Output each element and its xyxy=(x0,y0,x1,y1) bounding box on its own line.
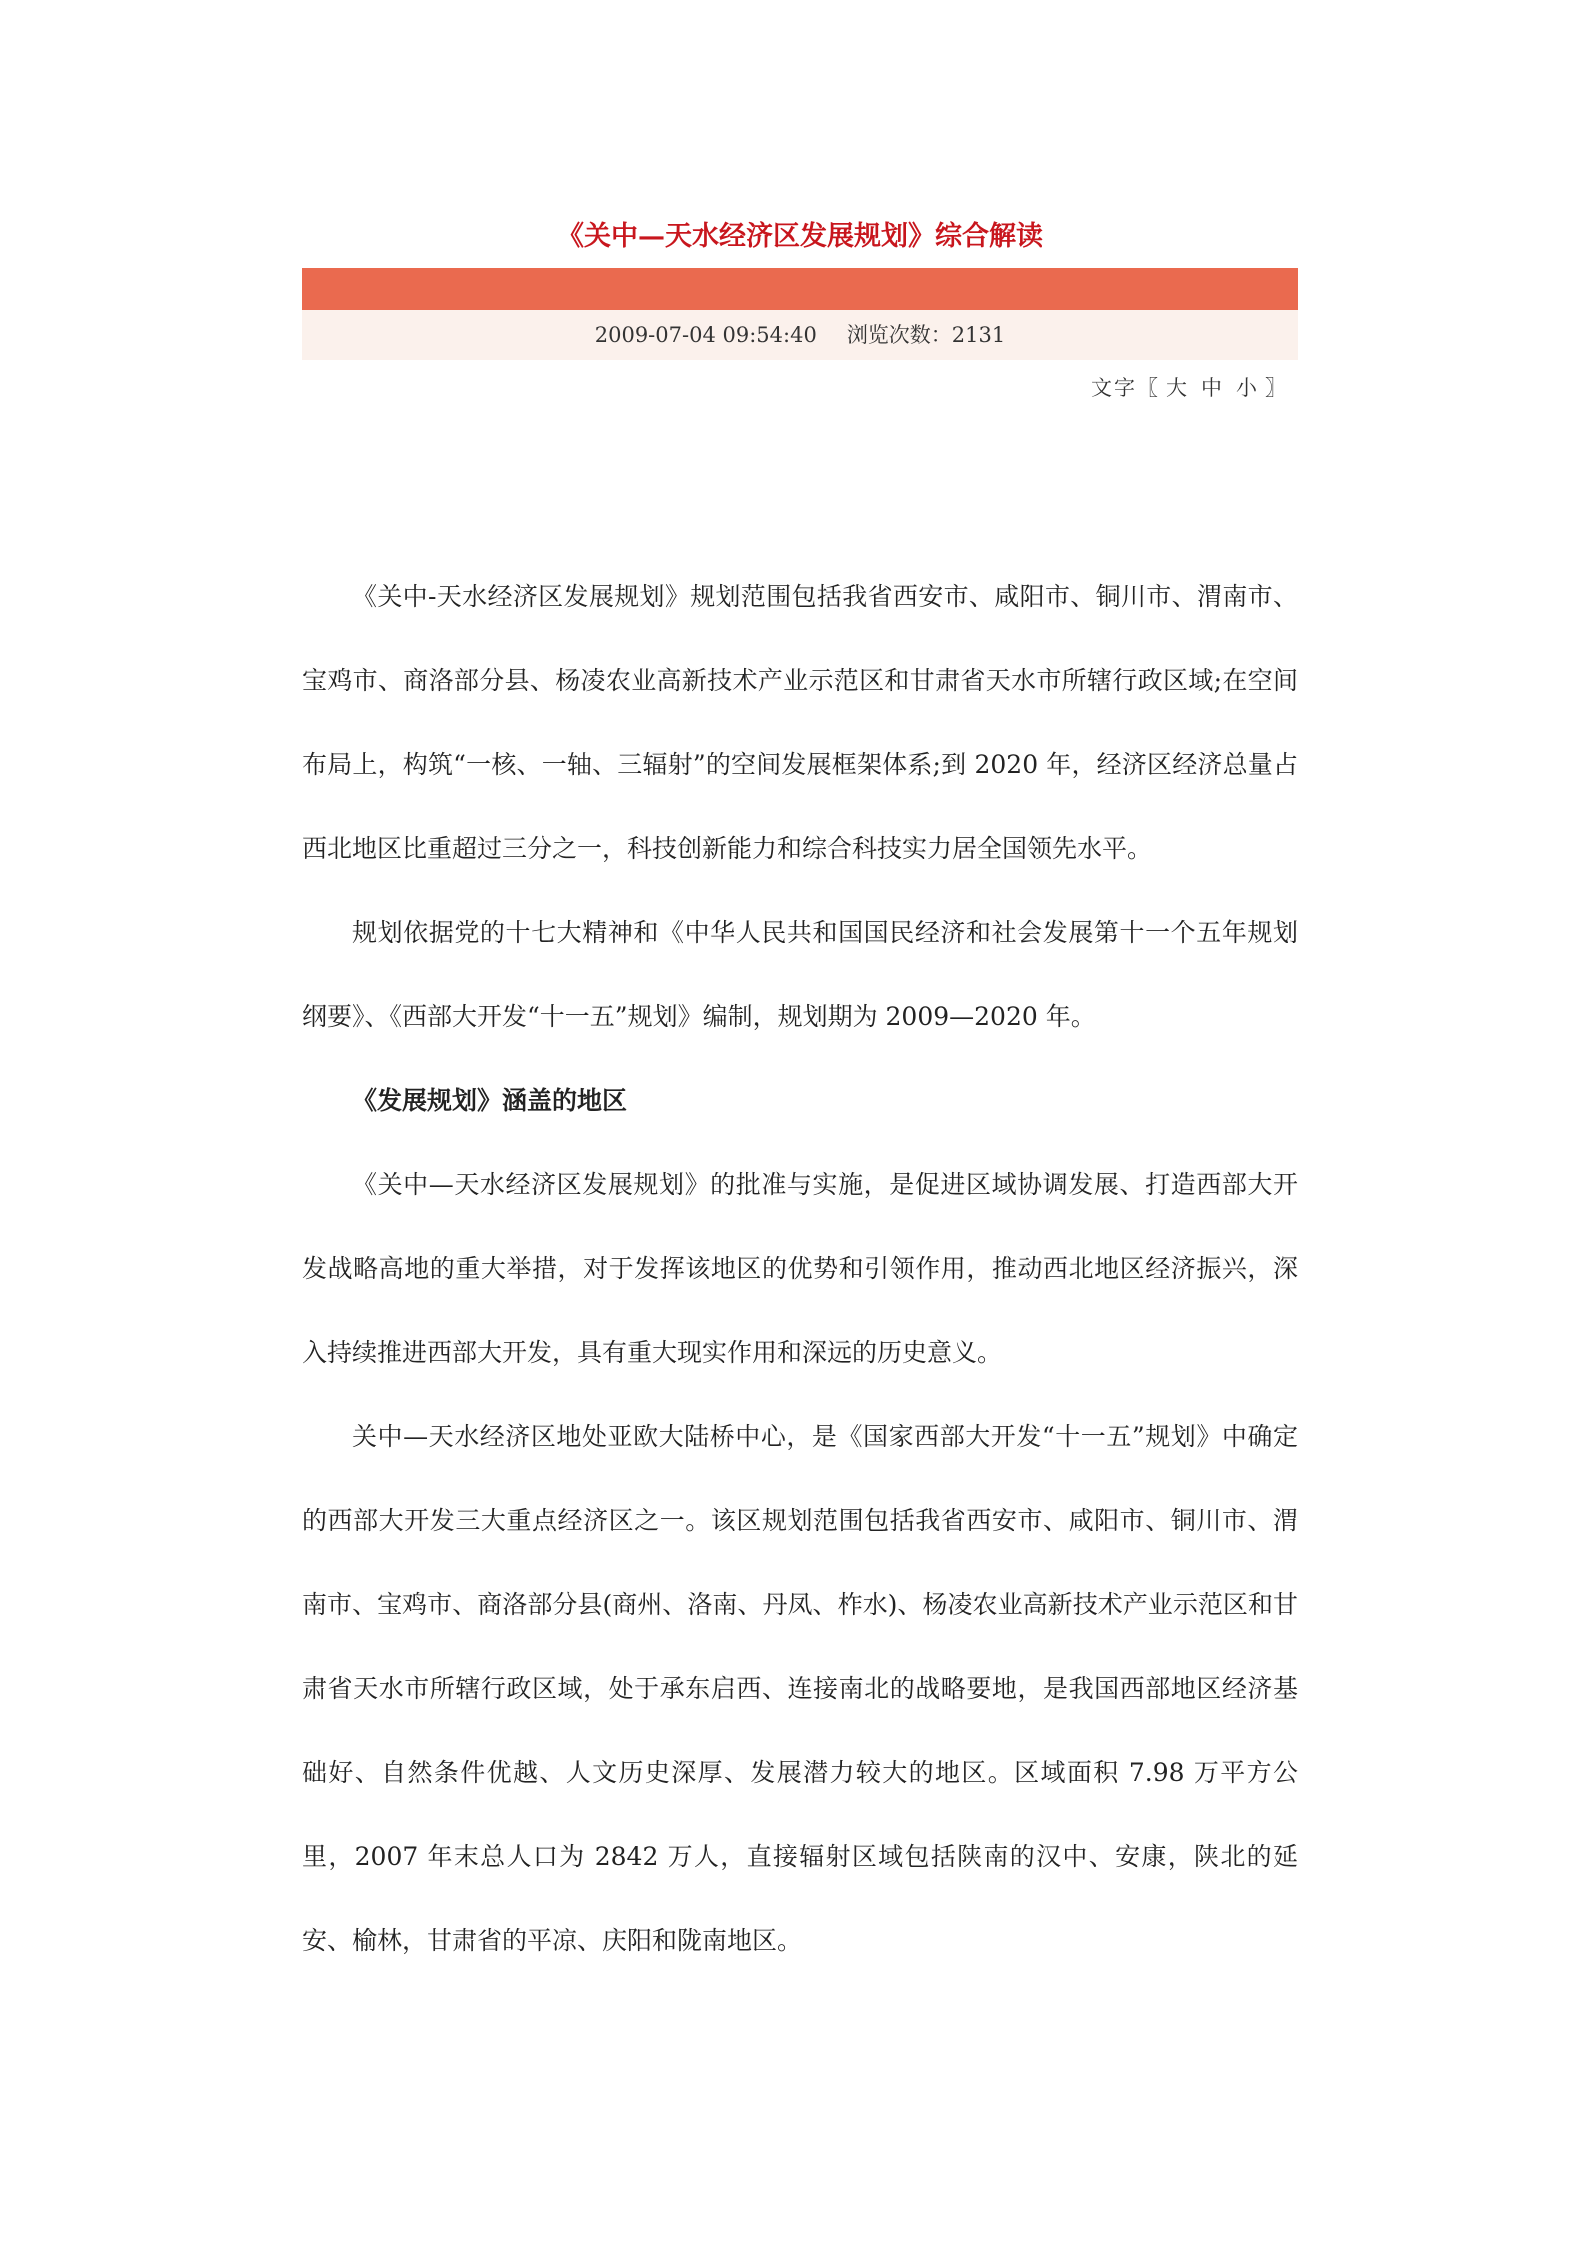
font-size-switcher xyxy=(1091,368,1288,408)
paragraph: 《关中-天水经济区发展规划》规划范围包括我省西安市、咸阳市、铜川市、渭南市、宝鸡市、商洛部分县、杨凌农业高新技术产业示范区和甘肃省天水市所辖行政区域;在空间布局上，构筑“一核、一轴、三辐射”的空间发展框架体系;到 2020 年，经济区经济总量占西北地区比重超过三分之一，科技创新能力和综合科技实力居全国领先水平。 xyxy=(302,582,1298,863)
article-body xyxy=(302,555,1298,1983)
title-bar xyxy=(302,268,1298,310)
publish-time: 2009-07-04 09:54:40 xyxy=(594,323,817,347)
font-size-small-link[interactable]: 小 xyxy=(1236,376,1259,400)
font-size-label: 文字〖 xyxy=(1091,376,1160,400)
paragraph: 规划依据党的十七大精神和《中华人民共和国国民经济和社会发展第十一个五年规划纲要》、《西部大开发“十一五”规划》编制，规划期为 2009—2020 年。 xyxy=(302,918,1298,1031)
view-count: 浏览次数：2131 xyxy=(846,323,1006,347)
font-size-bracket: 〗 xyxy=(1265,376,1288,400)
article-meta xyxy=(302,310,1298,360)
section-heading: 《发展规划》涵盖的地区 xyxy=(352,1086,628,1115)
paragraph: 《关中—天水经济区发展规划》的批准与实施，是促进区域协调发展、打造西部大开发战略高地的重大举措，对于发挥该地区的优势和引领作用，推动西北地区经济振兴，深入持续推进西部大开发，具有重大现实作用和深远的历史意义。 xyxy=(302,1170,1298,1367)
font-size-large-link[interactable]: 大 xyxy=(1166,376,1189,400)
paragraph: 关中—天水经济区地处亚欧大陆桥中心，是《国家西部大开发“十一五”规划》中确定的西部大开发三大重点经济区之一。该区规划范围包括我省西安市、咸阳市、铜川市、渭南市、宝鸡市、商洛部分县(商州、洛南、丹凤、柞水)、杨凌农业高新技术产业示范区和甘肃省天水市所辖行政区域，处于承东启西、连接南北的战略要地，是我国西部地区经济基础好、自然条件优越、人文历史深厚、发展潜力较大的地区。区域面积 7.98 万平方公里，2007 年末总人口为 2842 万人，直接辐射区域包括陕南的汉中、安康，陕北的延安、榆林，甘肃省的平凉、庆阳和陇南地区。 xyxy=(302,1422,1298,1955)
font-size-medium-link[interactable]: 中 xyxy=(1201,376,1224,400)
article-title: 《关中—天水经济区发展规划》综合解读 xyxy=(557,221,1043,252)
